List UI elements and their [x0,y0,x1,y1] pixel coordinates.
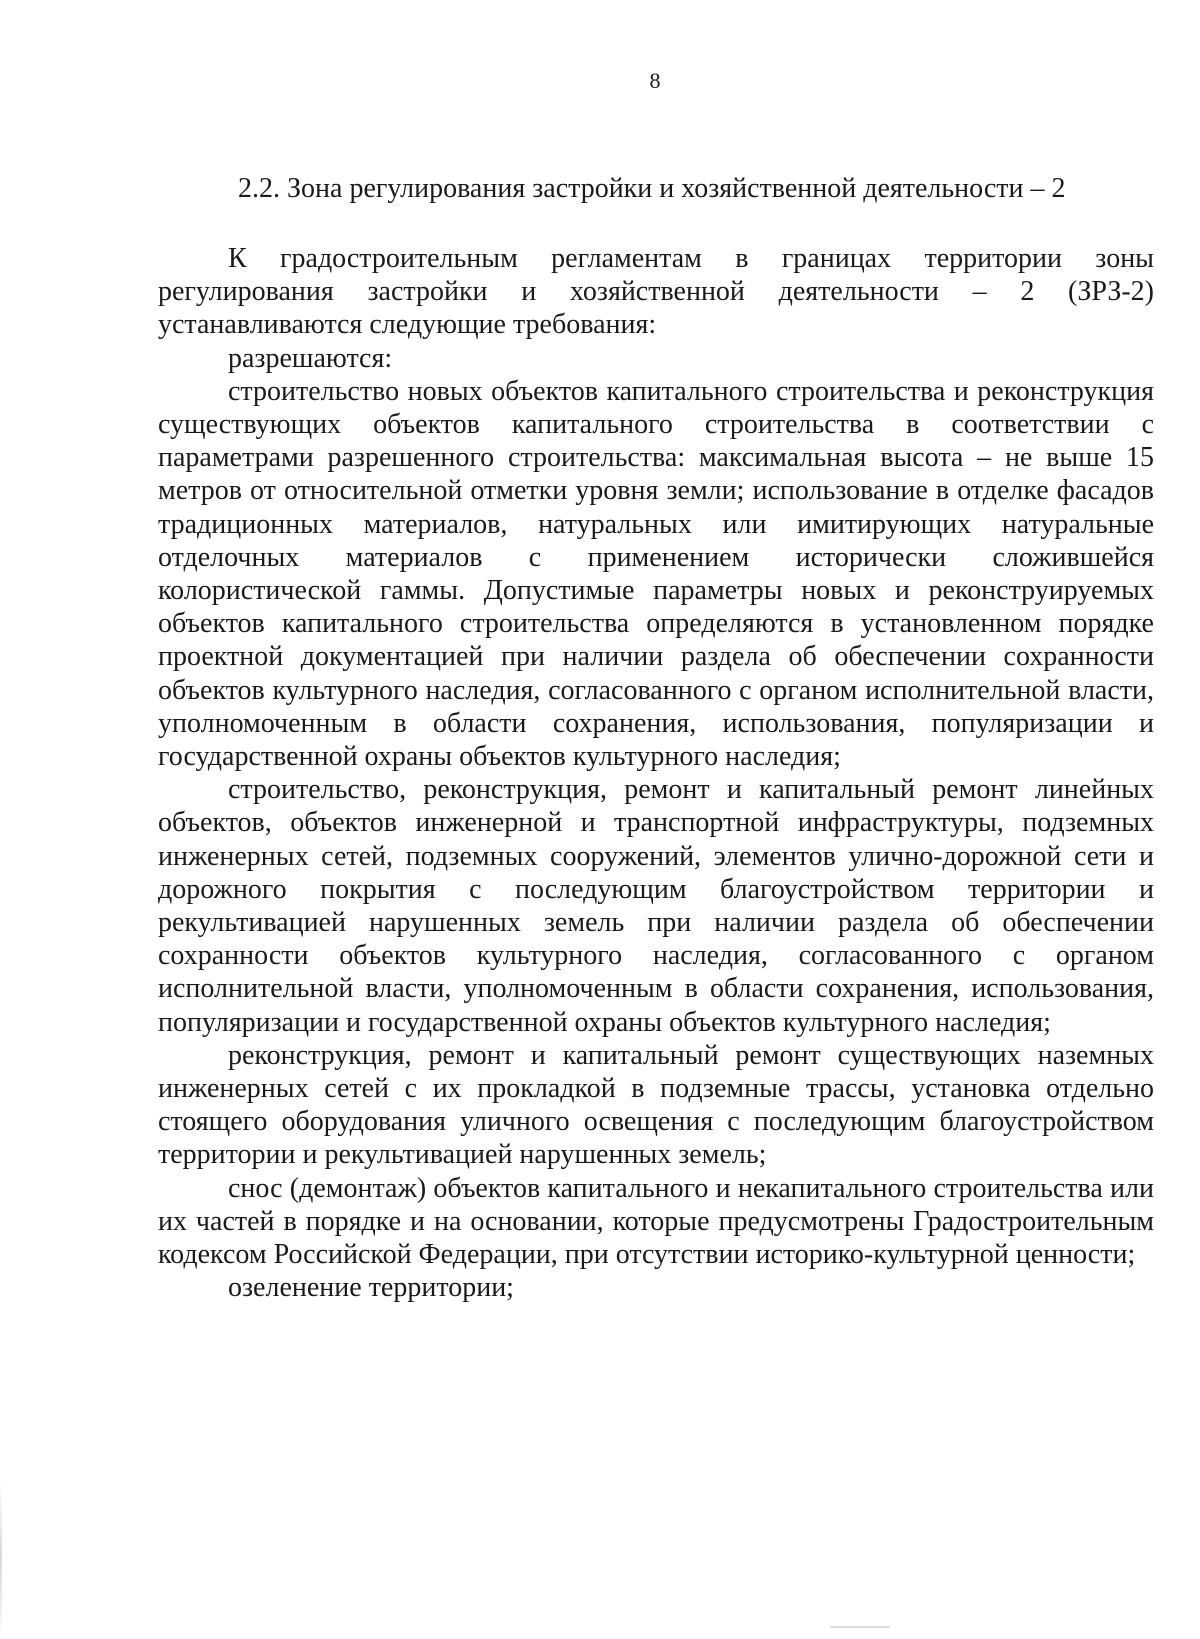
paragraph-intro: К градостроительным регламентам в границах территории зоны регулирования застройки и хозяйственной деятельности – 2 (ЗРЗ-2) устанавливаются следующие требования: [158,243,1154,341]
paragraph-landscaping: озеленение территории; [228,1272,514,1304]
paragraph-demolition: снос (демонтаж) объектов капитального и некапитального строительства или их частей в порядке и на основании, которые предусмотрены Градостроительным кодексом Российской Федерации, при отсутствии историко-культурной ценности; [158,1172,1154,1271]
document-body [158,242,1154,1305]
scan-edge-artifact [0,1480,2,1639]
page-number: 8 [649,68,661,93]
section-heading: 2.2. Зона регулирования застройки и хозяйственной деятельности – 2 [238,173,1066,204]
scan-mark-artifact [830,1626,890,1628]
paragraph-allowed: разрешаются: [228,342,393,374]
paragraph-linear-objects: строительство, реконструкция, ремонт и капитальный ремонт линейных объектов, объектов инженерной и транспортной инфраструктуры, подземных инженерных сетей, подземных сооружений, элементов улично-дорожной сети и дорожного покрытия с последующим благоустройством территории и рекультивацией нарушенных земель при наличии раздела об обеспечении сохранности объектов культурного наследия, согласованного с органом исполнительной власти, уполномоченным в области сохранения, использования, популяризации и государственной охраны объектов культурного наследия; [158,774,1154,1038]
paragraph-construction: строительство новых объектов капитального строительства и реконструкция существующих объектов капитального строительства в соответствии с параметрами разрешенного строительства: максимальная высота – не выше 15 метров от относительной отметки уровня земли; использование в отделке фасадов традиционных материалов, натуральных или имитирующих натуральные отделочных материалов с применением исторически сложившейся колористической гаммы. Допустимые параметры новых и реконструируемых объектов капитального строительства определяются в установленном порядке проектной документацией при наличии раздела об обеспечении сохранности объектов культурного наследия, согласованного с органом исполнительной власти, уполномоченным в области сохранения, использования, популяризации и государственной охраны объектов культурного наследия; [158,375,1154,773]
paragraph-engineering-networks: реконструкция, ремонт и капитальный ремонт существующих наземных инженерных сетей с их прокладкой в подземные трассы, установка отдельно стоящего оборудования уличного освещения с последующим благоустройством территории и рекультивацией нарушенных земель; [158,1039,1154,1171]
